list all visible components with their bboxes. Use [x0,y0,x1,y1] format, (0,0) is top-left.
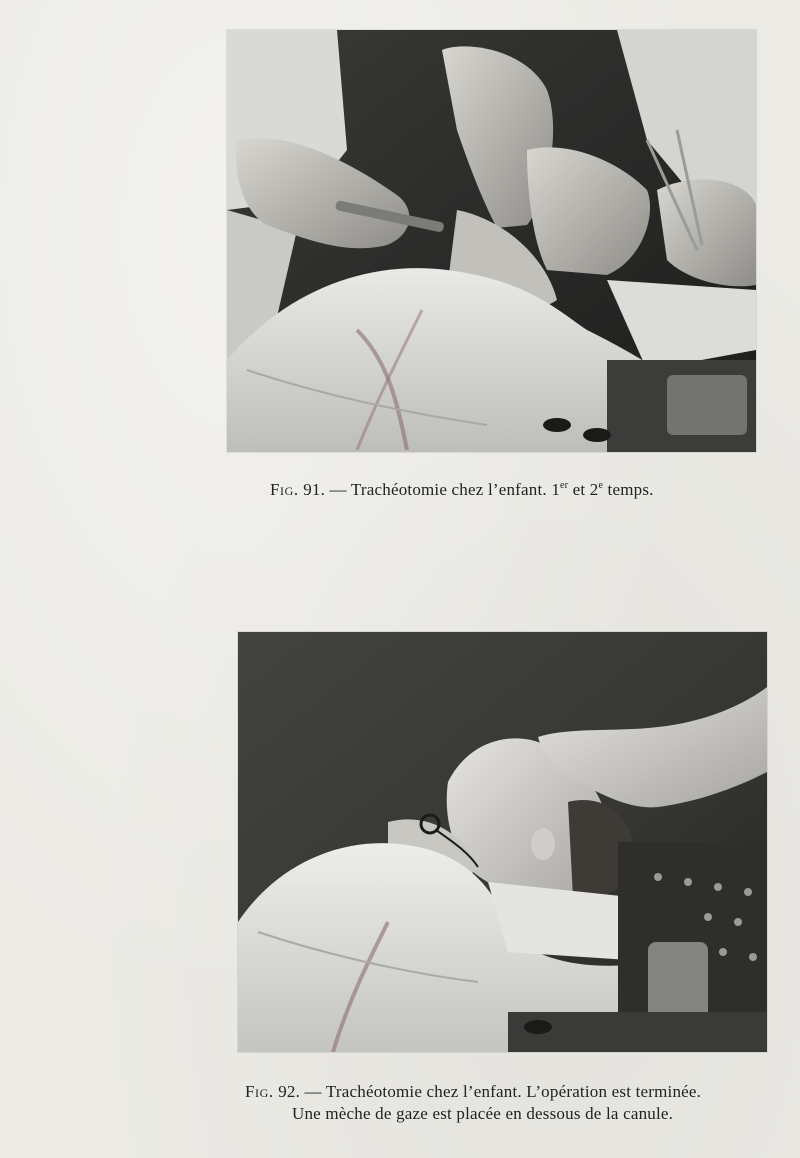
stage-second-suffix: e [598,480,604,491]
caption-tail: temps. [603,480,654,499]
stage-first: 1 [551,480,561,499]
figure-label: Fig. [270,480,299,499]
caption-dash: — [304,1082,322,1101]
figure-91-photograph [227,30,756,452]
figure-number: 91 [303,480,321,499]
stage-first-suffix: er [560,480,569,491]
caption-text: Trachéotomie chez l’enfant. L’opération est terminée. [325,1082,702,1101]
stage-second: 2 [589,480,599,499]
caption-dash: — [329,480,347,499]
figure-number: 92 [278,1082,296,1101]
figure-91-caption: Fig. 91. — Trachéotomie chez l’enfant. 1er et 2e temps. [270,480,654,499]
caption-conjunction: et [568,480,590,499]
figure-92-caption-line-2: Une mèche de gaze est placée en dessous de la canule. [292,1104,674,1123]
figure-92-caption-line-1: Fig. 92. — Trachéotomie chez l’enfant. L’opération est terminée. [245,1082,702,1101]
figure-92-image [238,632,767,1052]
caption-text: Trachéotomie chez l’enfant. [350,480,552,499]
figure-91-image [227,30,756,452]
figure-label: Fig. [245,1082,274,1101]
figure-92-photograph [238,632,767,1052]
